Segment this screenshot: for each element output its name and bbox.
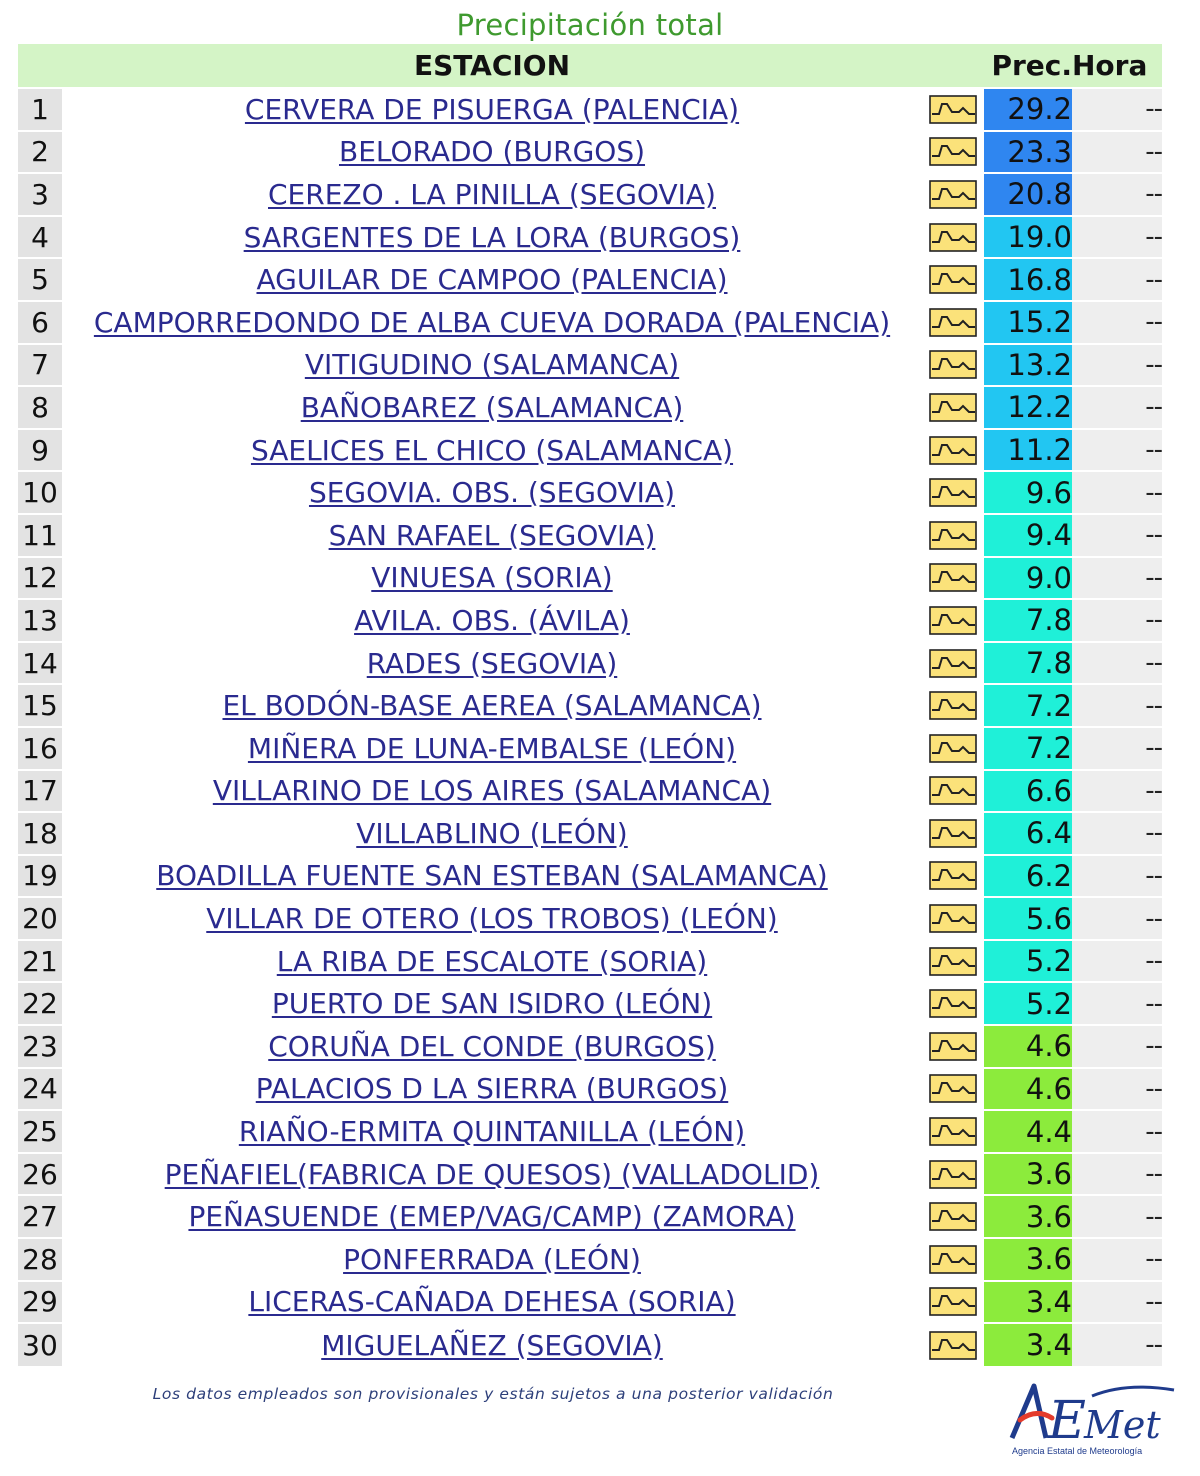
table-header: [18, 44, 1162, 88]
station-link[interactable]: BAÑOBAREZ (SALAMANCA): [300, 390, 684, 424]
graph-cell: [922, 642, 984, 685]
station-link[interactable]: PUERTO DE SAN ISIDRO (LEÓN): [271, 987, 713, 1021]
hour-value: --: [1072, 940, 1162, 983]
rank-number: 7: [18, 344, 62, 387]
header-prec: Prec.: [991, 49, 1072, 82]
header-hour: Hora: [1072, 49, 1148, 82]
station-cell: [62, 770, 922, 813]
chart-graph-icon[interactable]: [929, 265, 977, 294]
station-cell: [62, 1068, 922, 1111]
graph-cell: [922, 131, 984, 174]
station-link[interactable]: PEÑASUENDE (EMEP/VAG/CAMP) (ZAMORA): [188, 1200, 796, 1234]
station-link[interactable]: VILLABLINO (LEÓN): [356, 816, 628, 850]
station-cell: [62, 855, 922, 898]
rank-number: 12: [18, 557, 62, 600]
rank-number: 5: [18, 258, 62, 301]
table-row: [18, 1153, 1162, 1196]
precipitation-value: 7.8: [984, 599, 1072, 642]
station-cell: [62, 812, 922, 855]
precipitation-value: 5.2: [984, 940, 1072, 983]
chart-graph-icon[interactable]: [929, 95, 977, 124]
svg-text:E: E: [1048, 1391, 1086, 1451]
chart-graph-icon[interactable]: [929, 1160, 977, 1189]
chart-graph-icon[interactable]: [929, 649, 977, 678]
table-row: [18, 1195, 1162, 1238]
precipitation-value: 11.2: [984, 429, 1072, 472]
graph-cell: [922, 1025, 984, 1068]
hour-value: --: [1072, 1281, 1162, 1324]
graph-cell: [922, 897, 984, 940]
table-row: [18, 301, 1162, 344]
hour-value: --: [1072, 216, 1162, 259]
graph-cell: [922, 216, 984, 259]
rank-number: 14: [18, 642, 62, 685]
station-link[interactable]: VILLAR DE OTERO (LOS TROBOS) (LEÓN): [206, 902, 778, 936]
station-link[interactable]: AVILA. OBS. (ÁVILA): [354, 603, 630, 637]
hour-value: --: [1072, 386, 1162, 429]
station-cell: [62, 1110, 922, 1153]
hour-value: --: [1072, 173, 1162, 216]
chart-graph-icon[interactable]: [929, 223, 977, 252]
station-cell: [62, 1238, 922, 1281]
precipitation-value: 23.3: [984, 131, 1072, 174]
station-link[interactable]: SARGENTES DE LA LORA (BURGOS): [243, 220, 741, 254]
station-link[interactable]: CEREZO . LA PINILLA (SEGOVIA): [268, 177, 716, 211]
hour-value: --: [1072, 599, 1162, 642]
precipitation-value: 15.2: [984, 301, 1072, 344]
chart-graph-icon[interactable]: [929, 563, 977, 592]
chart-graph-icon[interactable]: [929, 1245, 977, 1274]
hour-value: --: [1072, 88, 1162, 131]
hour-value: --: [1072, 812, 1162, 855]
graph-cell: [922, 344, 984, 387]
station-link[interactable]: EL BODÓN-BASE AEREA (SALAMANCA): [222, 689, 762, 723]
station-cell: [62, 386, 922, 429]
chart-graph-icon[interactable]: [929, 904, 977, 933]
chart-graph-icon[interactable]: [929, 819, 977, 848]
graph-cell: [922, 1153, 984, 1196]
table-row: [18, 429, 1162, 472]
chart-graph-icon[interactable]: [929, 861, 977, 890]
hour-value: --: [1072, 727, 1162, 770]
station-link[interactable]: BOADILLA FUENTE SAN ESTEBAN (SALAMANCA): [156, 859, 828, 893]
hour-value: --: [1072, 429, 1162, 472]
rank-number: 25: [18, 1110, 62, 1153]
chart-graph-icon[interactable]: [929, 393, 977, 422]
precipitation-value: 3.6: [984, 1238, 1072, 1281]
rank-number: 9: [18, 429, 62, 472]
precipitation-value: 3.6: [984, 1153, 1072, 1196]
station-cell: [62, 599, 922, 642]
chart-graph-icon[interactable]: [929, 1287, 977, 1316]
hour-value: --: [1072, 471, 1162, 514]
graph-cell: [922, 514, 984, 557]
table-row: [18, 1281, 1162, 1324]
table-row: [18, 88, 1162, 131]
station-cell: [62, 258, 922, 301]
station-link[interactable]: MIGUELAÑEZ (SEGOVIA): [321, 1328, 663, 1362]
table-row: [18, 855, 1162, 898]
precipitation-value: 19.0: [984, 216, 1072, 259]
chart-graph-icon[interactable]: [929, 180, 977, 209]
station-cell: [62, 982, 922, 1025]
chart-graph-icon[interactable]: [929, 1074, 977, 1103]
chart-graph-icon[interactable]: [929, 478, 977, 507]
graph-cell: [922, 727, 984, 770]
rank-number: 1: [18, 88, 62, 131]
table-row: [18, 1110, 1162, 1153]
hour-value: --: [1072, 1110, 1162, 1153]
precipitation-value: 6.4: [984, 812, 1072, 855]
station-cell: [62, 1281, 922, 1324]
aemet-logo: [1006, 1378, 1182, 1460]
station-link[interactable]: VITIGUDINO (SALAMANCA): [304, 348, 680, 382]
station-link[interactable]: PALACIOS D LA SIERRA (BURGOS): [255, 1072, 729, 1106]
chart-graph-icon[interactable]: [929, 137, 977, 166]
station-cell: [62, 471, 922, 514]
graph-cell: [922, 1281, 984, 1324]
rank-number: 17: [18, 770, 62, 813]
rank-number: 18: [18, 812, 62, 855]
table-row: [18, 982, 1162, 1025]
graph-cell: [922, 599, 984, 642]
hour-value: --: [1072, 642, 1162, 685]
station-link[interactable]: BELORADO (BURGOS): [338, 135, 646, 169]
header-rank: [18, 44, 62, 88]
rank-number: 15: [18, 684, 62, 727]
precipitation-value: 5.6: [984, 897, 1072, 940]
hour-value: --: [1072, 258, 1162, 301]
graph-cell: [922, 1238, 984, 1281]
precipitation-value: 12.2: [984, 386, 1072, 429]
header-graph: [922, 44, 984, 88]
table-row: [18, 557, 1162, 600]
rank-number: 11: [18, 514, 62, 557]
table-row: [18, 599, 1162, 642]
station-cell: [62, 1195, 922, 1238]
table-row: [18, 897, 1162, 940]
chart-graph-icon[interactable]: [929, 691, 977, 720]
station-link[interactable]: PONFERRADA (LEÓN): [343, 1242, 641, 1276]
table-row: [18, 770, 1162, 813]
rank-number: 26: [18, 1153, 62, 1196]
hour-value: --: [1072, 982, 1162, 1025]
graph-cell: [922, 1195, 984, 1238]
svg-text:Met: Met: [1084, 1403, 1161, 1447]
svg-text:Agencia Estatal de Meteorologí: Agencia Estatal de Meteorología: [1012, 1446, 1143, 1456]
precipitation-value: 7.2: [984, 684, 1072, 727]
station-link[interactable]: CORUÑA DEL CONDE (BURGOS): [268, 1029, 716, 1063]
rank-number: 4: [18, 216, 62, 259]
station-cell: [62, 173, 922, 216]
precipitation-value: 7.8: [984, 642, 1072, 685]
hour-value: --: [1072, 514, 1162, 557]
chart-graph-icon[interactable]: [929, 734, 977, 763]
precipitation-value: 4.6: [984, 1068, 1072, 1111]
table-row: [18, 386, 1162, 429]
table-row: [18, 1238, 1162, 1281]
table-row: [18, 1068, 1162, 1111]
rank-number: 8: [18, 386, 62, 429]
station-cell: [62, 131, 922, 174]
precipitation-value: 5.2: [984, 982, 1072, 1025]
table-row: [18, 1323, 1162, 1366]
rank-number: 16: [18, 727, 62, 770]
rank-number: 28: [18, 1238, 62, 1281]
station-cell: [62, 684, 922, 727]
precipitation-value: 4.4: [984, 1110, 1072, 1153]
station-link[interactable]: SAELICES EL CHICO (SALAMANCA): [250, 433, 734, 467]
hour-value: --: [1072, 301, 1162, 344]
graph-cell: [922, 940, 984, 983]
graph-cell: [922, 386, 984, 429]
station-link[interactable]: CAMPORREDONDO DE ALBA CUEVA DORADA (PALENCIA): [93, 305, 891, 339]
graph-cell: [922, 173, 984, 216]
graph-cell: [922, 812, 984, 855]
table-row: [18, 812, 1162, 855]
precipitation-value: 7.2: [984, 727, 1072, 770]
station-cell: [62, 1025, 922, 1068]
precipitation-value: 4.6: [984, 1025, 1072, 1068]
graph-cell: [922, 770, 984, 813]
station-link[interactable]: RADES (SEGOVIA): [366, 646, 618, 680]
rank-number: 20: [18, 897, 62, 940]
graph-cell: [922, 855, 984, 898]
graph-cell: [922, 982, 984, 1025]
rank-number: 13: [18, 599, 62, 642]
hour-value: --: [1072, 1068, 1162, 1111]
precipitation-value: 29.2: [984, 88, 1072, 131]
precipitation-value: 6.6: [984, 770, 1072, 813]
station-link[interactable]: AGUILAR DE CAMPOO (PALENCIA): [256, 263, 728, 297]
station-cell: [62, 727, 922, 770]
rank-number: 22: [18, 982, 62, 1025]
hour-value: --: [1072, 1153, 1162, 1196]
rank-number: 29: [18, 1281, 62, 1324]
station-link[interactable]: CERVERA DE PISUERGA (PALENCIA): [244, 92, 740, 126]
station-link[interactable]: LA RIBA DE ESCALOTE (SORIA): [276, 944, 708, 978]
table-row: [18, 514, 1162, 557]
rank-number: 27: [18, 1195, 62, 1238]
chart-graph-icon[interactable]: [929, 1117, 977, 1146]
rank-number: 21: [18, 940, 62, 983]
station-cell: [62, 344, 922, 387]
precipitation-value: 9.0: [984, 557, 1072, 600]
station-cell: [62, 1153, 922, 1196]
table-row: [18, 173, 1162, 216]
precipitation-value: 3.6: [984, 1195, 1072, 1238]
hour-value: --: [1072, 344, 1162, 387]
graph-cell: [922, 557, 984, 600]
hour-value: --: [1072, 855, 1162, 898]
chart-graph-icon[interactable]: [929, 308, 977, 337]
station-cell: [62, 1323, 922, 1366]
header-station: ESTACION: [413, 49, 571, 82]
table-row: [18, 344, 1162, 387]
precipitation-value: 9.6: [984, 471, 1072, 514]
precipitation-value: 13.2: [984, 344, 1072, 387]
station-cell: [62, 88, 922, 131]
station-cell: [62, 642, 922, 685]
graph-cell: [922, 258, 984, 301]
station-link[interactable]: PEÑAFIEL(FABRICA DE QUESOS) (VALLADOLID): [164, 1157, 820, 1191]
graph-cell: [922, 1110, 984, 1153]
chart-graph-icon[interactable]: [929, 606, 977, 635]
rank-number: 10: [18, 471, 62, 514]
hour-value: --: [1072, 1195, 1162, 1238]
station-link[interactable]: VILLARINO DE LOS AIRES (SALAMANCA): [212, 774, 772, 808]
chart-graph-icon[interactable]: [929, 1032, 977, 1061]
precipitation-value: 3.4: [984, 1323, 1072, 1366]
precipitation-value: 20.8: [984, 173, 1072, 216]
graph-cell: [922, 429, 984, 472]
graph-cell: [922, 1068, 984, 1111]
station-cell: [62, 216, 922, 259]
hour-value: --: [1072, 770, 1162, 813]
rank-number: 19: [18, 855, 62, 898]
rank-number: 3: [18, 173, 62, 216]
hour-value: --: [1072, 1025, 1162, 1068]
table-row: [18, 642, 1162, 685]
precipitation-value: 9.4: [984, 514, 1072, 557]
table-row: [18, 471, 1162, 514]
station-cell: [62, 897, 922, 940]
table-row: [18, 727, 1162, 770]
precipitation-value: 3.4: [984, 1281, 1072, 1324]
graph-cell: [922, 88, 984, 131]
rank-number: 2: [18, 131, 62, 174]
rank-number: 30: [18, 1323, 62, 1366]
station-link[interactable]: MIÑERA DE LUNA-EMBALSE (LEÓN): [247, 731, 737, 765]
hour-value: --: [1072, 897, 1162, 940]
rank-number: 24: [18, 1068, 62, 1111]
station-link[interactable]: VINUESA (SORIA): [371, 561, 613, 595]
chart-graph-icon[interactable]: [929, 989, 977, 1018]
station-cell: [62, 514, 922, 557]
station-cell: [62, 429, 922, 472]
table-row: [18, 940, 1162, 983]
table-row: [18, 258, 1162, 301]
station-link[interactable]: LICERAS-CAÑADA DEHESA (SORIA): [248, 1285, 736, 1319]
rank-number: 6: [18, 301, 62, 344]
station-cell: [62, 301, 922, 344]
station-cell: [62, 557, 922, 600]
chart-graph-icon[interactable]: [929, 350, 977, 379]
chart-graph-icon[interactable]: [929, 1331, 977, 1360]
graph-cell: [922, 684, 984, 727]
graph-cell: [922, 471, 984, 514]
hour-value: --: [1072, 1238, 1162, 1281]
table-row: [18, 216, 1162, 259]
rank-number: 23: [18, 1025, 62, 1068]
chart-graph-icon[interactable]: [929, 1202, 977, 1231]
hour-value: --: [1072, 557, 1162, 600]
hour-value: --: [1072, 1323, 1162, 1366]
table-row: [18, 131, 1162, 174]
graph-cell: [922, 1323, 984, 1366]
table-row: [18, 1025, 1162, 1068]
chart-graph-icon[interactable]: [929, 947, 977, 976]
precipitation-table: [18, 44, 1162, 1366]
hour-value: --: [1072, 684, 1162, 727]
station-cell: [62, 940, 922, 983]
chart-graph-icon[interactable]: [929, 776, 977, 805]
station-link[interactable]: SEGOVIA. OBS. (SEGOVIA): [308, 476, 676, 510]
graph-cell: [922, 301, 984, 344]
station-link[interactable]: RIAÑO-ERMITA QUINTANILLA (LEÓN): [238, 1115, 746, 1149]
precipitation-value: 16.8: [984, 258, 1072, 301]
hour-value: --: [1072, 131, 1162, 174]
table-row: [18, 684, 1162, 727]
chart-graph-icon[interactable]: [929, 436, 977, 465]
page-title: Precipitación total: [456, 8, 724, 42]
station-link[interactable]: SAN RAFAEL (SEGOVIA): [328, 518, 656, 552]
disclaimer-text: Los datos empleados son provisionales y están sujetos a una posterior validación: [152, 1385, 834, 1403]
precipitation-value: 6.2: [984, 855, 1072, 898]
chart-graph-icon[interactable]: [929, 521, 977, 550]
